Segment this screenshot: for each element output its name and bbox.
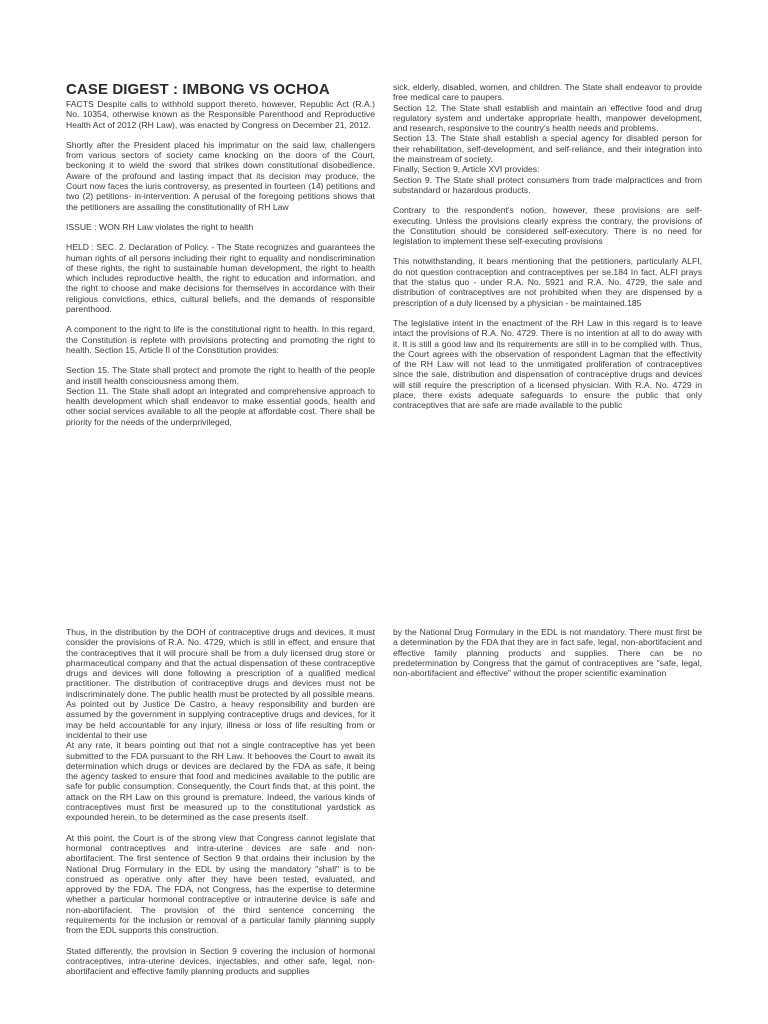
paragraph-self-executing: Contrary to the respondent's notion, however, these provisions are self-executing. Unless the provisions clearly express the contrary, the provisions of the Constitution should be considered self-executory. There is no need for legislation to implement these self-executing provisions — [393, 205, 702, 247]
paragraph-section-11-cont: sick, elderly, disabled, women, and children. The State shall endeavor to provide free medical care to paupers. — [393, 82, 702, 103]
paragraph-congress-view: At this point, the Court is of the strong view that Congress cannot legislate that hormonal contraceptives and intra-uterine devices are safe and non-abortifacient. The first sentence of Section 9 that ordains their inclusion by the National Drug Formulary in the EDL by using the mandatory "shall" is to be construed as operative only after they have been tested, evaluated, and approved by the FDA. The FDA, not Congress, has the expertise to determine whether a particular hormonal contraceptive or intrauterine device is safe and non-abortifacient. The provision of the third sentence concerning the requirements for the inclusion or removal of a particular family planning supply from the EDL supports this construction. — [66, 832, 375, 936]
page-title: CASE DIGEST : IMBONG VS OCHOA — [66, 81, 330, 98]
paragraph-right-to-health: A component to the right to life is the constitutional right to health. In this regard, the Constitution is replete with provisions protecting and promoting the right to health. Section 15, Article II of the Constitution provides: — [66, 324, 375, 355]
paragraph-section-9: Section 9. The State shall protect consumers from trade malpractices and from substandard or hazardous products. — [393, 174, 702, 195]
column-top-left — [66, 82, 375, 427]
paragraph-doh-distribution: Thus, in the distribution by the DOH of contraceptive drugs and devices, it must consider the provisions of R.A. No. 4729, which is still in effect, and ensure that the contraceptives that it will procure shall be from a duly licensed drug store or pharmaceutical company and that the actual dispensation of these contraceptive drugs and devices will done following a prescription of a qualified medical practitioner. The distribution of contraceptive drugs and devices must not be indiscriminately done. The public health must be protected by all possible means. As pointed out by Justice De Castro, a heavy responsibility and burden are assumed by the government in supplying contraceptive drugs and devices, for it may be held accountable for any injury, illness or loss of life resulting from or incidental to their use — [66, 627, 375, 740]
paragraph-not-mandatory: by the National Drug Formulary in the EDL is not mandatory. There must first be a determination by the FDA that they are in fact safe, legal, non-abortifacient and effective family planning products and supplies. There can be no predetermination by Congress that the gamut of contraceptives are "safe, legal, non-abortifacient and effective" without the proper scientific examination — [393, 627, 702, 679]
paragraph-section-13: Section 13. The State shall establish a special agency for disabled person for their rehabilitation, self-development, and self-reliance, and their integration into the mainstream of society. — [393, 133, 702, 165]
column-top-right — [393, 82, 702, 421]
paragraph-facts: FACTS Despite calls to withhold support thereto, however, Republic Act (R.A.) No. 10354, otherwise known as the Responsible Parenthood and Reproductive Health Act of 2012 (RH Law), was enacted by Congress on December 21, 2012. — [66, 99, 375, 130]
column-bottom-left — [66, 627, 375, 987]
paragraph-stated-differently: Stated differently, the provision in Section 9 covering the inclusion of hormonal contraceptives, intra-uterine devices, injectables, and other safe, legal, non-abortifacient and effective family planning products and supplies — [66, 945, 375, 977]
paragraph-background: Shortly after the President placed his imprimatur on the said law, challengers from various sectors of society came knocking on the doors of the Court, beckoning it to wield the sword that strikes down constitutional disobedience. Aware of the profound and lasting impact that its decision may produce, the Court now faces the iuris controversy, as presented in fourteen (14) petitions and two (2) petitions- in-intervention. A perusal of the foregoing petitions shows that the petitioners are assailing the constitutionality of RH Law — [66, 139, 375, 212]
paragraph-legislative-intent: The legislative intent in the enactment of the RH Law in this regard is to leave intact the provisions of R.A. No. 4729. There is no intention at all to do away with it. It is still a good law and its requirements are still in to be complied with. Thus, the Court agrees with the observation of respondent Lagman that the effectivity of the RH Law will not lead to the unmitigated proliferation of contraceptives since the sale, distribution and dispensation of contraceptive drugs and devices will still require the prescription of a licensed physician. With R.A. No. 4729 in place, there exists adequate safeguards to ensure the public that only contraceptives that are safe are made available to the public — [393, 317, 702, 411]
paragraph-held: HELD : SEC. 2. Declaration of Policy. - The State recognizes and guarantees the human rights of all persons including their right to equality and nondiscrimination of these rights, the right to sustainable human development, the right to health which includes reproductive health, the right to education and information, and the right to choose and make decisions for themselves in accordance with their religious convictions, ethics, cultural beliefs, and the demands of responsible parenthood. — [66, 242, 375, 315]
paragraph-section-15: Section 15. The State shall protect and promote the right to health of the people and instill health consciousness among them. — [66, 365, 375, 386]
paragraph-section-11: Section 11. The State shall adopt an integrated and comprehensive approach to health development which shall endeavor to make essential goods, health and other social services available to all the people at affordable cost. There shall be priority for the needs of the underprivileged, — [66, 385, 375, 427]
paragraph-fda-submission: At any rate, it bears pointing out that not a single contraceptive has yet been submitted to the FDA pursuant to the RH Law. It behooves the Court to await its determination which drugs or devices are declared by the FDA as safe, it being the agency tasked to ensure that food and medicines available to the public are safe for public consumption. Consequently, the Court finds that, at this point, the attack on the RH Law on this ground is premature. Indeed, the various kinds of contraceptives must first be measured up to the constitutional yardstick as expounded herein, to be determined as the case presents itself. — [66, 740, 375, 823]
paragraph-section-12: Section 12. The State shall establish and maintain an effective food and drug regulatory system and undertake appropriate health, manpower development, and research, responsive to the country's health needs and problems. — [393, 102, 702, 134]
column-bottom-right — [393, 627, 702, 688]
paragraph-issue: ISSUE : WON RH Law violates the right to health — [66, 221, 254, 232]
paragraph-alfi: This notwithstanding, it bears mentioning that the petitioners, particularly ALFI, do not question contraception and contraceptives per se.184 In fact, ALFI prays that the status quo - under R.A. No. 5921 and R.A. No. 4729, the sale and distribution of contraceptives are not prohibited when they are dispensed by a prescription of a duly licensed by a physician - be maintained.185 — [393, 256, 702, 308]
paragraph-finally: Finally, Section 9, Article XVI provides: — [393, 164, 540, 175]
